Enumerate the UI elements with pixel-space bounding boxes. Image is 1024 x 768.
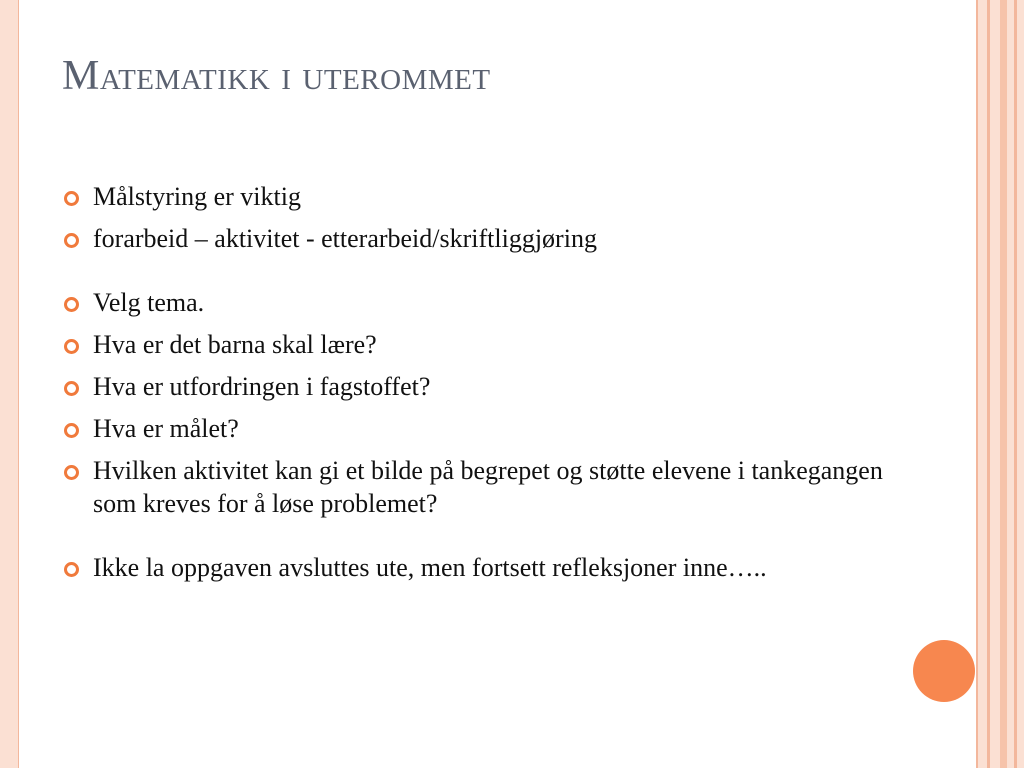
right-stripe-line-3	[1000, 0, 1007, 768]
bullet-text: Velg tema.	[93, 288, 205, 317]
bullet-item	[64, 328, 884, 361]
left-decorative-stripe	[0, 0, 19, 768]
bullet-text: Hva er det barna skal lære?	[93, 330, 377, 359]
right-stripe-line-4	[1014, 0, 1017, 768]
bullet-marker-icon	[64, 233, 79, 248]
bullet-item	[64, 551, 884, 584]
bullet-marker-icon	[64, 297, 79, 312]
bullet-item	[64, 454, 884, 520]
bullet-marker-icon	[64, 562, 79, 577]
bullet-marker-icon	[64, 423, 79, 438]
right-stripe-line-1	[976, 0, 978, 768]
bullet-text: Hva er utfordringen i fagstoffet?	[93, 372, 431, 401]
bullet-marker-icon	[64, 381, 79, 396]
bullet-marker-icon	[64, 465, 79, 480]
slide-title: Matematikk i uterommet	[62, 53, 491, 99]
right-stripe-line-2	[987, 0, 990, 768]
bullet-list	[64, 180, 884, 593]
bullet-text: Hva er målet?	[93, 414, 239, 443]
decorative-orange-circle	[913, 640, 975, 702]
bullet-text: Målstyring er viktig	[93, 182, 301, 211]
bullet-item	[64, 180, 884, 213]
bullet-item	[64, 222, 884, 255]
bullet-marker-icon	[64, 339, 79, 354]
bullet-text: Ikke la oppgaven avsluttes ute, men fortsett refleksjoner inne…..	[93, 553, 767, 582]
bullet-item	[64, 370, 884, 403]
bullet-marker-icon	[64, 191, 79, 206]
bullet-item	[64, 412, 884, 445]
bullet-item	[64, 286, 884, 319]
bullet-text: forarbeid – aktivitet - etterarbeid/skriftliggjøring	[93, 224, 597, 253]
bullet-text: Hvilken aktivitet kan gi et bilde på begrepet og støtte elevene i tankegangen som kreves for å løse problemet?	[93, 456, 883, 518]
